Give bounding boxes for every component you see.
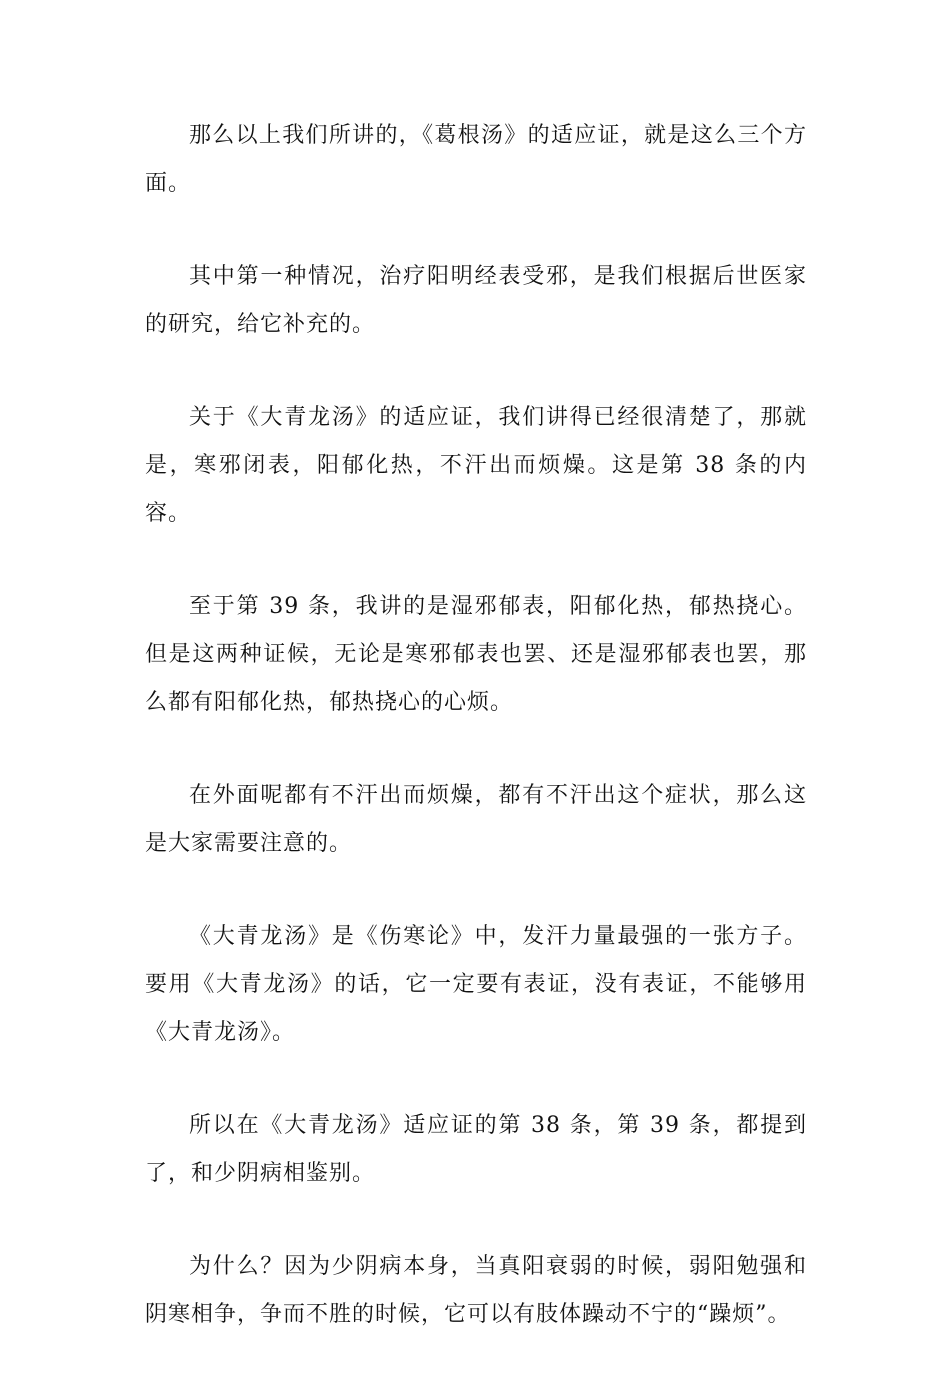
- paragraph-4: 至于第 39 条，我讲的是湿邪郁表，阳郁化热，郁热挠心。但是这两种证候，无论是寒邪郁表也罢、还是湿邪郁表也罢，那么都有阳郁化热，郁热挠心的心烦。: [145, 594, 807, 715]
- paragraph-8: 为什么？因为少阴病本身，当真阳衰弱的时候，弱阳勉强和阴寒相争，争而不胜的时候，它可以有肢体躁动不宁的“躁烦”。: [145, 1254, 807, 1327]
- paragraph-2: 其中第一种情况，治疗阳明经表受邪，是我们根据后世医家的研究，给它补充的。: [145, 264, 807, 337]
- paragraph-3: 关于《大青龙汤》的适应证，我们讲得已经很清楚了，那就是，寒邪闭表，阳郁化热，不汗出而烦燥。这是第 38 条的内容。: [145, 405, 807, 526]
- document-body: [145, 112, 807, 1384]
- paragraph-7: 所以在《大青龙汤》适应证的第 38 条，第 39 条，都提到了，和少阴病相鉴别。: [145, 1113, 807, 1186]
- paragraph-5: 在外面呢都有不汗出而烦燥，都有不汗出这个症状，那么这是大家需要注意的。: [145, 783, 807, 856]
- paragraph-6: 《大青龙汤》是《伤寒论》中，发汗力量最强的一张方子。要用《大青龙汤》的话，它一定要有表证，没有表证，不能够用《大青龙汤》。: [145, 924, 807, 1045]
- paragraph-1: 那么以上我们所讲的，《葛根汤》的适应证，就是这么三个方面。: [145, 123, 807, 196]
